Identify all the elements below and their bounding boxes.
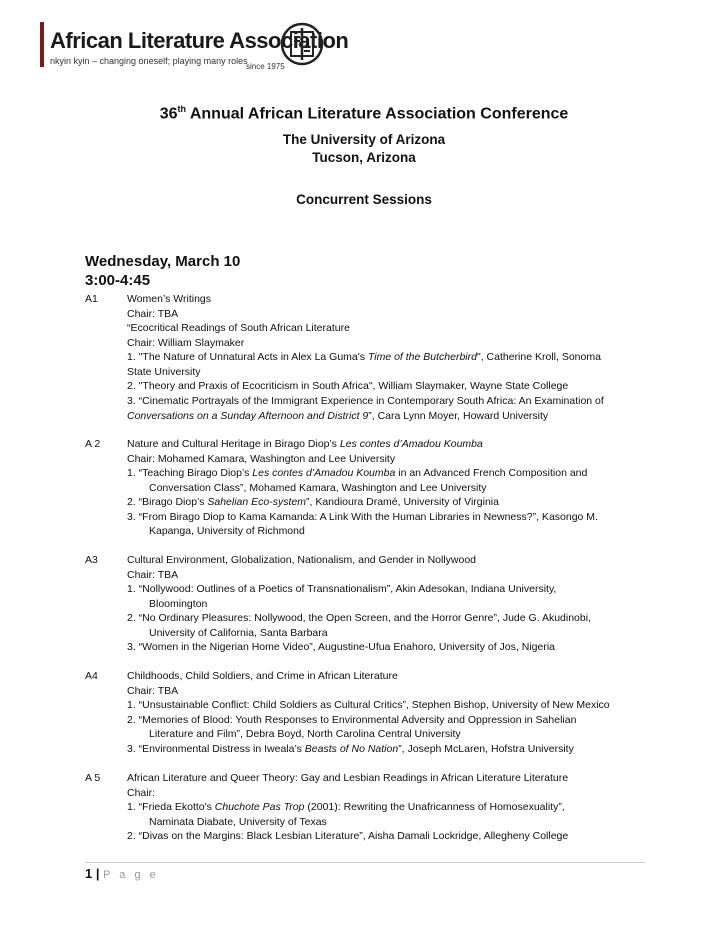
session-code: A4 (85, 670, 98, 682)
subsession-title: “Ecocritical Readings of South African Literature (127, 322, 350, 334)
since-label: since 1975 (246, 62, 285, 71)
paper-2: 2. “Memories of Blood: Youth Responses to Environmental Adversity and Oppression in Sahelian (127, 713, 577, 726)
conference-title: 36th Annual African Literature Association Conference (159, 104, 569, 123)
university-name: The University of Arizona (282, 132, 446, 147)
page-number: 1 (85, 866, 93, 881)
footer-separator: | (92, 866, 104, 881)
session-chair: Chair: (127, 786, 156, 799)
time-heading: 3:00-4:45 (85, 272, 151, 289)
session-chair: Chair: Mohamed Kamara, Washington and Lee University (127, 452, 396, 465)
paper-3-cont: Conversations on a Sunday Afternoon and District 9”, Cara Lynn Moyer, Howard University (127, 410, 549, 422)
day-heading: Wednesday, March 10 (85, 253, 241, 270)
paper-2: 2. “Divas on the Margins: Black Lesbian Literature”, Aisha Damali Lockridge, Allegheny College (127, 830, 569, 842)
paper-3: 3. “Cinematic Portrayals of the Immigrant Experience in Contemporary South Africa: An Examination of (127, 394, 604, 407)
paper-2: 2. “No Ordinary Pleasures: Nollywood, the Open Screen, and the Horror Genre”, Jude G. Akudinobi, (127, 612, 591, 624)
paper-1: 1. “Unsustainable Conflict: Child Soldiers as Cultural Critics”, Stephen Bishop, University of New Mexico (127, 699, 610, 711)
paper-1: 1. “Teaching Birago Diop’s Les contes d’Amadou Koumba in an Advanced French Composition and (127, 467, 588, 479)
session-code: A 2 (85, 438, 101, 450)
association-logo-title: African Literature Association (50, 28, 349, 53)
paper-3-cont: Kapanga, University of Richmond (149, 525, 305, 537)
session-code: A1 (85, 293, 98, 305)
paper-1-cont: Conversation Class”, Mohamed Kamara, Washington and Lee University (149, 481, 487, 494)
paper-2-cont: Literature and Film”, Debra Boyd, North Carolina Central University (149, 728, 461, 740)
session-title: Nature and Cultural Heritage in Birago Diop’s Les contes d’Amadou Koumba (127, 438, 483, 450)
paper-1: 1. “Frieda Ekotto's Chuchote Pas Trop (2001): Rewriting the Unafricanness of Homosexuality”, (127, 801, 565, 813)
session-chair: Chair: TBA (127, 684, 179, 697)
paper-1-cont: Naminata Diabate, University of Texas (149, 815, 327, 828)
logo-bar (40, 22, 44, 67)
paper-1: 1. "The Nature of Unnatural Acts in Alex La Guma's Time of the Butcherbird", Catherine Kroll, Sonoma (127, 351, 601, 363)
paper-3: 3. “From Birago Diop to Kama Kamanda: A Link With the Human Libraries in Newness?”, Kasongo M. (127, 510, 598, 523)
adinkra-seal-icon (280, 22, 324, 66)
footer-divider (85, 862, 645, 863)
session-title: Women’s Writings (127, 293, 212, 305)
sessions-heading: Concurrent Sessions (296, 192, 432, 207)
session-chair: Chair: TBA (127, 568, 179, 581)
paper-1-cont: Bloomington (149, 597, 208, 610)
paper-3: 3. “Environmental Distress in Iweala’s Beasts of No Nation”, Joseph McLaren, Hofstra University (127, 742, 574, 755)
session-title: Cultural Environment, Globalization, Nationalism, and Gender in Nollywood (127, 554, 477, 566)
paper-1: 1. “Nollywood: Outlines of a Poetics of Transnationalism”, Akin Adesokan, Indiana University, (127, 583, 557, 595)
session-code: A3 (85, 554, 98, 566)
page-label: P a g e (103, 869, 159, 881)
location: Tucson, Arizona (312, 150, 416, 165)
subsession-chair: Chair: William Slaymaker (127, 336, 245, 349)
association-motto: nkyin kyin – changing oneself; playing many roles (50, 56, 248, 66)
session-chair: Chair: TBA (127, 307, 179, 320)
paper-2: 2. “Birago Diop’s Sahelian Eco-system”, Kandioura Dramé, University of Virginia (127, 496, 499, 508)
paper-2-cont: University of California, Santa Barbara (149, 626, 328, 639)
session-code: A 5 (85, 772, 101, 784)
paper-2: 2. "Theory and Praxis of Ecocriticism in South Africa", William Slaymaker, Wayne State College (127, 380, 569, 392)
page-footer (85, 866, 159, 881)
session-title: Childhoods, Child Soldiers, and Crime in African Literature (127, 670, 398, 682)
paper-3: 3. “Women in the Nigerian Home Video”, Augustine-Ufua Enahoro, University of Jos, Nigeria (127, 641, 555, 653)
paper-1-cont: State University (127, 365, 201, 378)
session-title: African Literature and Queer Theory: Gay and Lesbian Readings in African Literature Literature (127, 772, 569, 784)
